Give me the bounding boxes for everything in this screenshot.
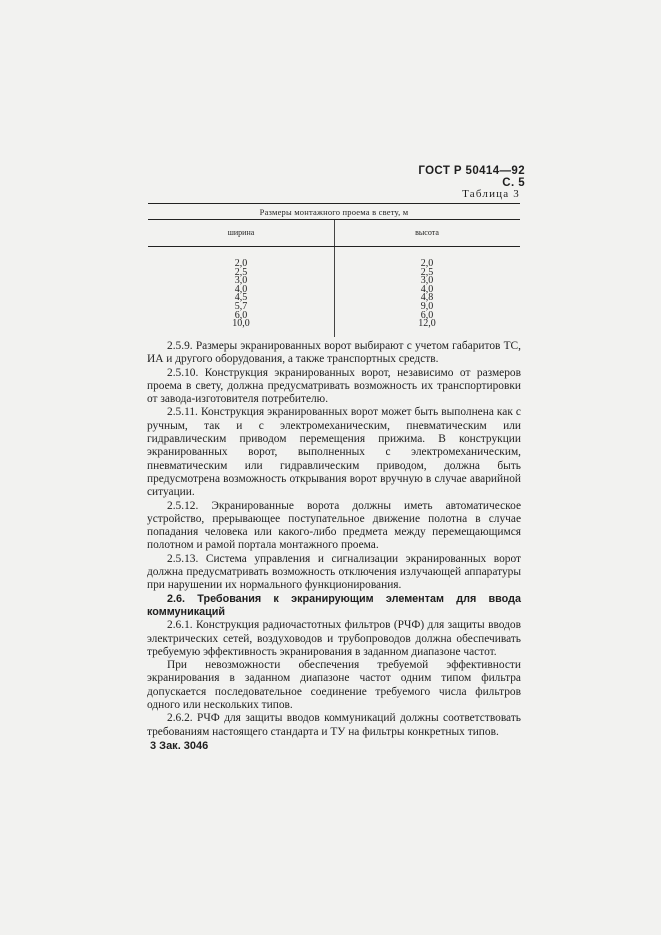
paragraph-2-6-2: 2.6.2. РЧФ для защиты вводов коммуникаций должны соответствовать требованиям настоящего стандарта и ТУ на фильтры конкретных типов. xyxy=(147,712,521,738)
table-top-rule xyxy=(148,203,520,204)
height-cell: 3,0 xyxy=(420,275,434,287)
dimensions-table xyxy=(148,203,520,338)
paragraph-2-5-9: 2.5.9. Размеры экранированных ворот выбирают с учетом габаритов ТС, ИА и другого оборудования, а также транспортных средств. xyxy=(147,340,521,366)
table-subheader-rule xyxy=(148,246,520,247)
width-cell: 5,7 xyxy=(234,300,248,312)
width-cell: 4,0 xyxy=(234,283,248,295)
height-cell: 4,8 xyxy=(420,292,434,304)
table-label: Таблица 3 xyxy=(462,188,520,200)
height-cell: 2,0 xyxy=(420,258,434,269)
page-footer: 3 Зак. 3046 xyxy=(150,740,209,752)
body-text xyxy=(147,340,521,739)
height-cell: 2,5 xyxy=(420,266,434,278)
paragraph-2-5-11: 2.5.11. Конструкция экранированных ворот может быть выполнена как с ручным, так и с электромеханическим, пневматическим или гидравлическим приводом перемещения прижима. В конструкции экранированных ворот, выполненных с электромеханическим, пневматическим или гидравлическим приводом, должна быть предусмотрена возможность открывания ворот вручную в случае аварийной ситуации. xyxy=(147,406,521,499)
column-header-width: ширина xyxy=(227,228,255,237)
table-title: Размеры монтажного проема в свету, м xyxy=(259,207,409,217)
width-values xyxy=(148,260,334,329)
width-cell: 2,0 xyxy=(234,258,248,269)
paragraph-2-6-1: 2.6.1. Конструкция радиочастотных фильтров (РЧФ) для защиты вводов электрических сетей, воздуховодов и трубопроводов должна обеспечивать требуемую эффективность экранирования в заданном диапазоне частот. xyxy=(147,619,521,658)
section-heading-2-6: 2.6. Требования к экранирующим элементам для ввода коммуникаций xyxy=(147,592,521,618)
paragraph-2-5-13: 2.5.13. Система управления и сигнализации экранированных ворот должна предусматривать возможность отключения излучающей аппаратуры при нарушении их нормального функционирования. xyxy=(147,552,521,592)
paragraph-2-5-12: 2.5.12. Экранированные ворота должны иметь автоматическое устройство, прерывающее поступательное движение полотна в случае попадания человека или какого-либо предмета между перемещающимся полотном и рамой портала монтажного проема. xyxy=(147,499,521,552)
width-cell: 6,0 xyxy=(234,309,248,321)
width-cell: 10,0 xyxy=(232,318,250,330)
height-values xyxy=(334,260,520,329)
height-cell: 12,0 xyxy=(418,318,436,330)
width-cell: 4,5 xyxy=(234,292,248,304)
paragraph-2-5-10: 2.5.10. Конструкция экранированных ворот, независимо от размеров проема в свету, должна предусматривать возможность их транспортировки от завода-изготовителя потребителю. xyxy=(147,366,521,406)
paragraph-2-6-1-note: При невозможности обеспечения требуемой эффективности экранирования в заданном диапазоне частот одним типом фильтра допускается последовательное соединение требуемого числа фильтров одного или нескольких типов. xyxy=(147,659,521,712)
height-cell: 9,0 xyxy=(420,300,434,312)
height-cell: 6,0 xyxy=(420,309,434,321)
width-cell: 2,5 xyxy=(234,266,248,278)
page-header: ГОСТ Р 50414—92 С. 5 xyxy=(418,165,525,189)
height-cell: 4,0 xyxy=(420,283,434,295)
column-header-height: высота xyxy=(415,228,439,237)
width-cell: 3,0 xyxy=(234,275,248,287)
